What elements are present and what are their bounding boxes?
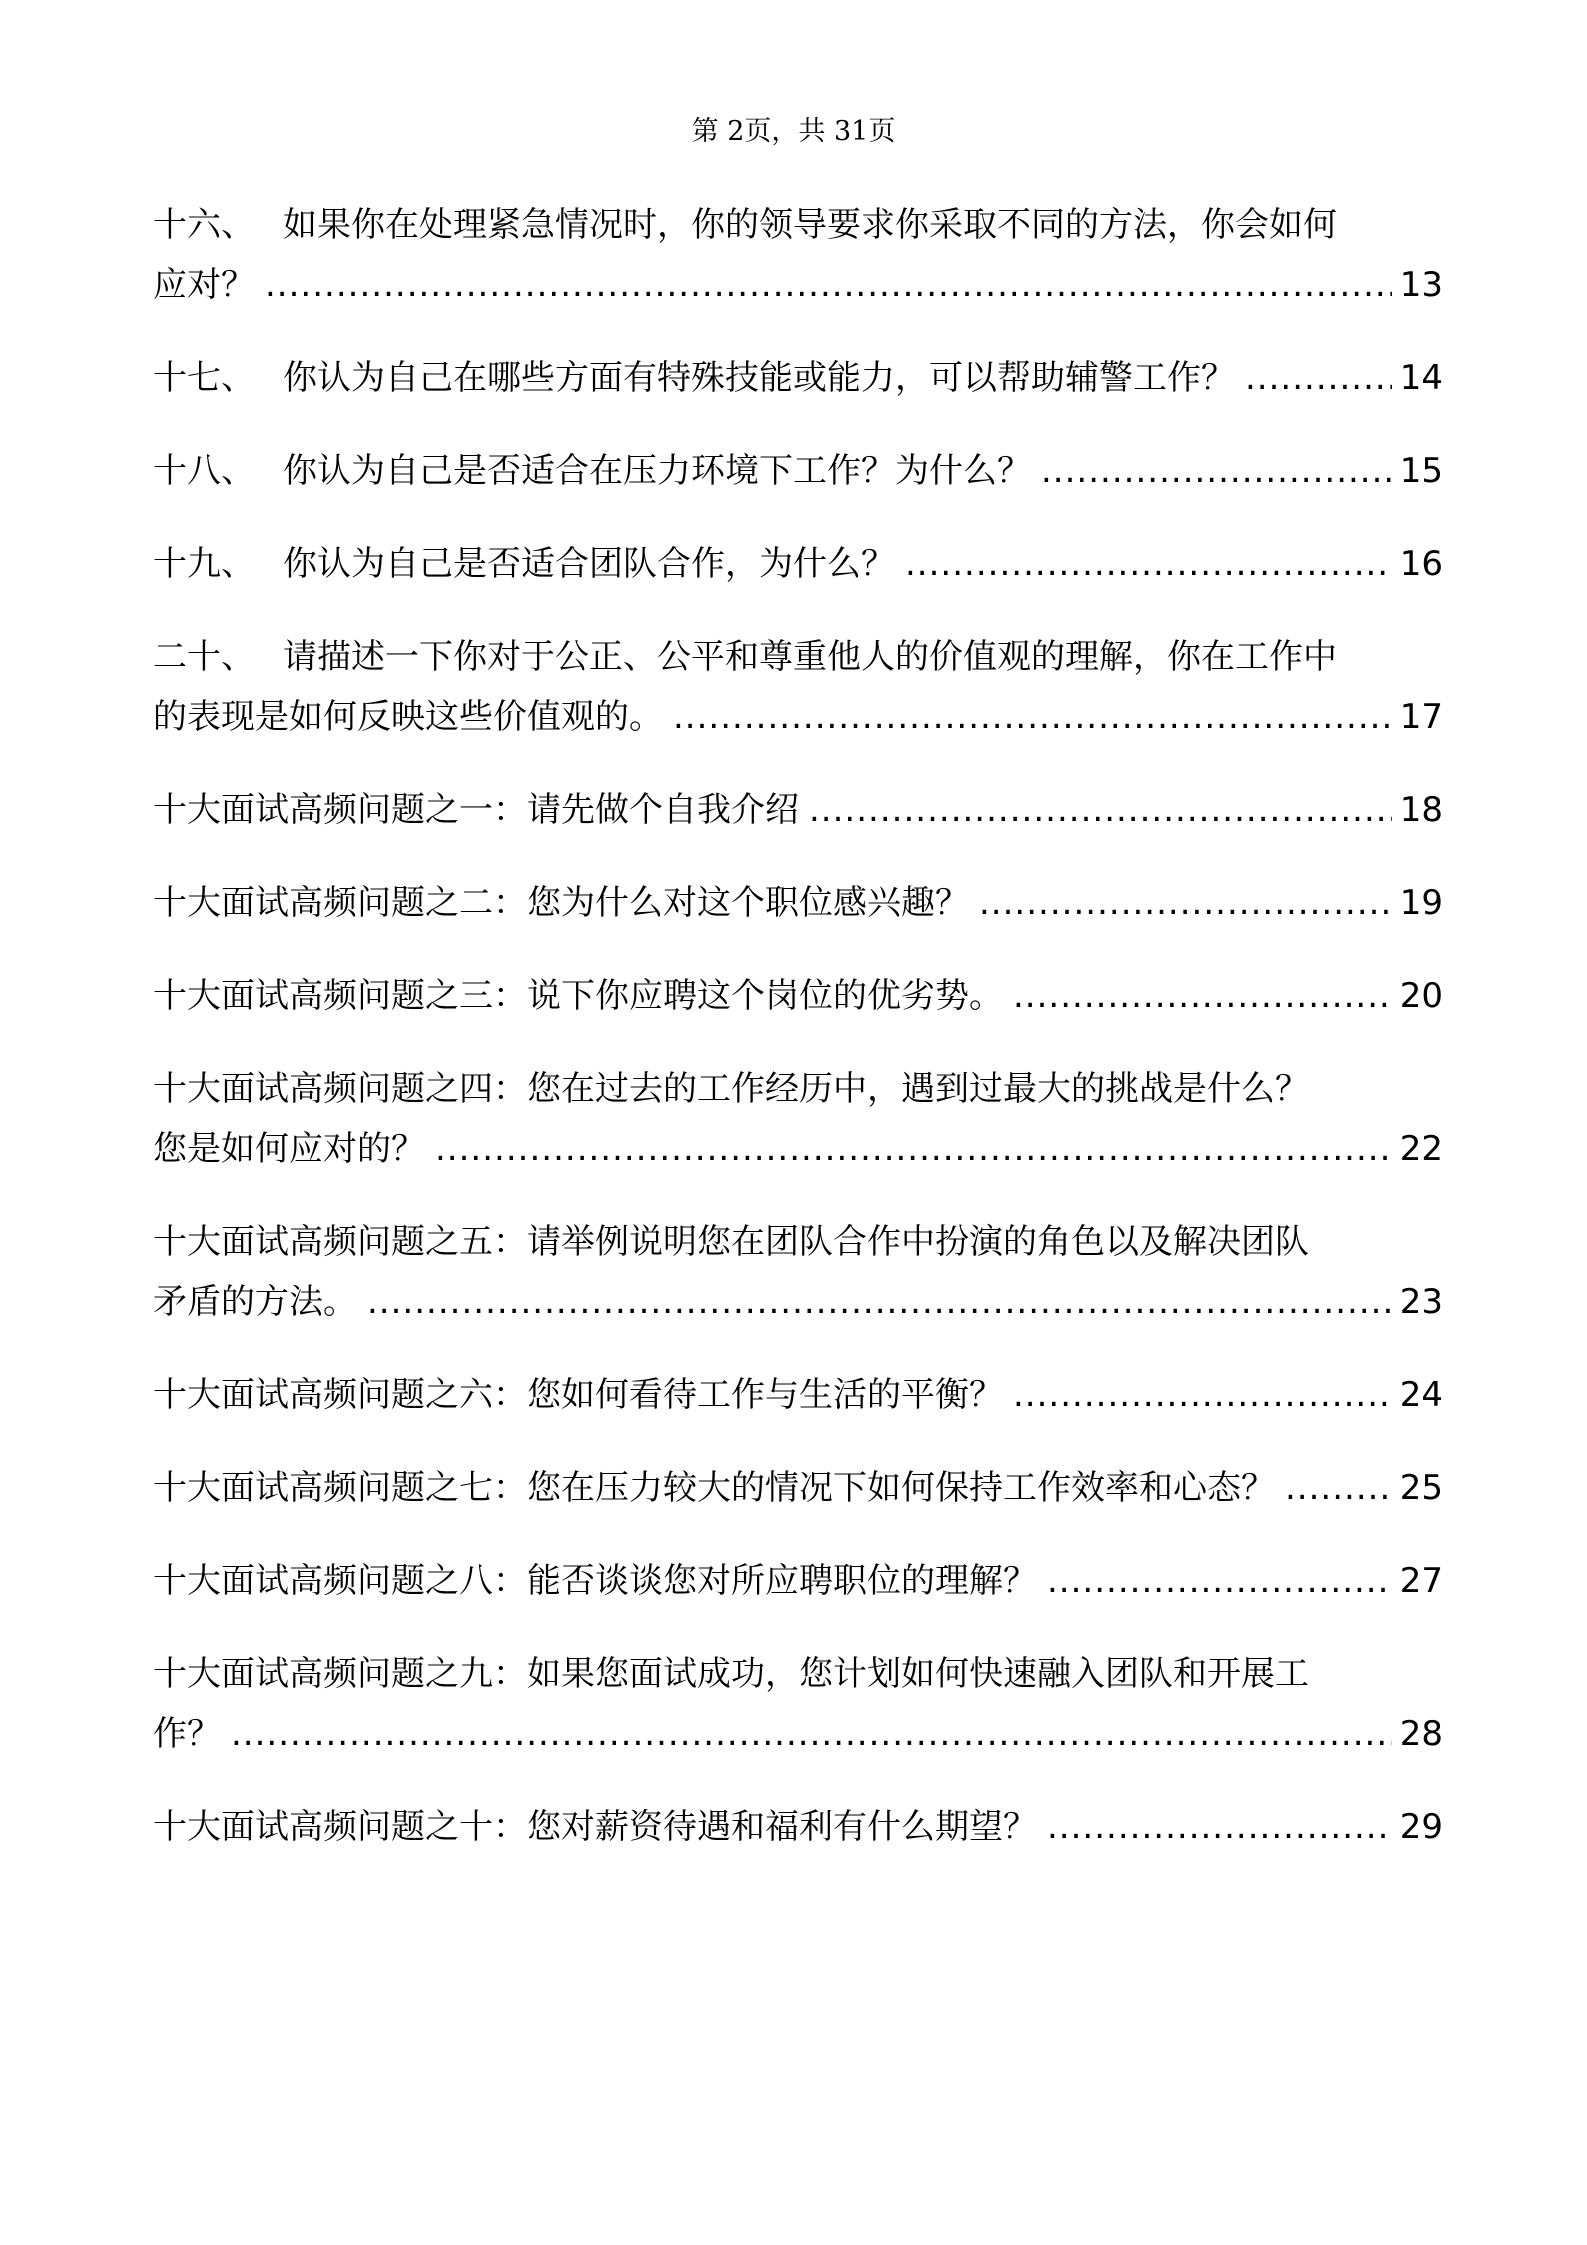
- toc-dot-leader: [1285, 1458, 1392, 1518]
- toc-line-1: [153, 627, 1443, 687]
- toc-line-2: [153, 687, 1443, 747]
- toc-title-continued: 您是如何应对的？: [153, 1129, 425, 1169]
- toc-title: 十大面试高频问题之九：如果您面试成功，您计划如何快速融入团队和开展工: [153, 1654, 1309, 1694]
- toc-title: 十大面试高频问题之六：您如何看待工作与生活的平衡？: [153, 1375, 1003, 1415]
- toc-dot-leader: [367, 1272, 1392, 1332]
- toc-entry-top10-10[interactable]: [153, 1797, 1443, 1857]
- toc-line-1: [153, 780, 1443, 840]
- toc-entry-16[interactable]: [153, 195, 1443, 315]
- toc-title: 十大面试高频问题之十：您对薪资待遇和福利有什么期望？: [153, 1807, 1037, 1847]
- toc-number: 十九、: [153, 544, 255, 584]
- toc-entry-top10-9[interactable]: [153, 1644, 1443, 1764]
- toc-line-2: [153, 1119, 1443, 1179]
- toc-entry-top10-2[interactable]: [153, 873, 1443, 933]
- toc-entry-top10-4[interactable]: [153, 1059, 1443, 1179]
- toc-line-1: [153, 348, 1443, 408]
- toc-page-number[interactable]: 15: [1399, 451, 1443, 491]
- toc-number: 二十、: [153, 637, 255, 677]
- toc-page-number[interactable]: 25: [1399, 1468, 1443, 1508]
- toc-page-number[interactable]: 20: [1399, 976, 1443, 1016]
- toc-dot-leader: [1013, 966, 1392, 1026]
- toc-page-number[interactable]: 18: [1399, 790, 1443, 830]
- toc-page-number[interactable]: 28: [1399, 1714, 1443, 1754]
- toc-dot-leader: [905, 534, 1392, 594]
- toc-entry-top10-8[interactable]: [153, 1551, 1443, 1611]
- toc-entry-17[interactable]: [153, 348, 1443, 408]
- toc-title-continued: 的表现是如何反映这些价值观的。: [153, 697, 663, 737]
- toc-dot-leader: [673, 687, 1392, 747]
- toc-line-1: [153, 1212, 1443, 1272]
- page-indicator: 第 2页，共 31页: [691, 116, 896, 147]
- toc-dot-leader: [1013, 1365, 1392, 1425]
- toc-line-2: [153, 1704, 1443, 1764]
- toc-title-continued: 矛盾的方法。: [153, 1282, 357, 1322]
- toc-entry-top10-7[interactable]: [153, 1458, 1443, 1518]
- toc-dot-leader: [1041, 441, 1392, 501]
- toc-entry-top10-5[interactable]: [153, 1212, 1443, 1332]
- toc-title: 你认为自己是否适合在压力环境下工作？为什么？: [283, 451, 1031, 491]
- toc-page-number[interactable]: 16: [1399, 544, 1443, 584]
- toc-title: 你认为自己是否适合团队合作，为什么？: [283, 544, 895, 584]
- toc-entry-top10-3[interactable]: [153, 966, 1443, 1026]
- toc-line-1: [153, 1797, 1443, 1857]
- toc-page-number[interactable]: 13: [1399, 265, 1443, 305]
- toc-line-1: [153, 534, 1443, 594]
- toc-title: 十大面试高频问题之一：请先做个自我介绍: [153, 790, 799, 830]
- toc-page-number[interactable]: 29: [1399, 1807, 1443, 1847]
- toc-title-continued: 作？: [153, 1714, 221, 1754]
- toc-entry-19[interactable]: [153, 534, 1443, 594]
- toc-entry-20[interactable]: [153, 627, 1443, 747]
- toc-page-number[interactable]: 24: [1399, 1375, 1443, 1415]
- toc-page-number[interactable]: 22: [1399, 1129, 1443, 1169]
- toc-line-1: [153, 1365, 1443, 1425]
- toc-line-1: [153, 1458, 1443, 1518]
- toc-line-1: [153, 1551, 1443, 1611]
- toc-title: 十大面试高频问题之三：说下你应聘这个岗位的优劣势。: [153, 976, 1003, 1016]
- toc-title: 请描述一下你对于公正、公平和尊重他人的价值观的理解，你在工作中: [283, 637, 1337, 677]
- toc-dot-leader: [435, 1119, 1392, 1179]
- toc-dot-leader: [809, 780, 1392, 840]
- toc-dot-leader: [1047, 1797, 1392, 1857]
- toc-number: 十七、: [153, 358, 255, 398]
- toc-page-number[interactable]: 19: [1399, 883, 1443, 923]
- toc-dot-leader: [1245, 348, 1392, 408]
- toc-line-1: [153, 441, 1443, 501]
- toc-dot-leader: [265, 255, 1392, 315]
- toc-title: 十大面试高频问题之七：您在压力较大的情况下如何保持工作效率和心态？: [153, 1468, 1275, 1508]
- toc-line-1: [153, 873, 1443, 933]
- toc-dot-leader: [979, 873, 1392, 933]
- toc-title: 如果你在处理紧急情况时，你的领导要求你采取不同的方法，你会如何: [283, 205, 1337, 245]
- toc-entry-top10-6[interactable]: [153, 1365, 1443, 1425]
- toc-number: 十六、: [153, 205, 255, 245]
- toc-title: 十大面试高频问题之二：您为什么对这个职位感兴趣？: [153, 883, 969, 923]
- toc-title-continued: 应对？: [153, 265, 255, 305]
- table-of-contents: [153, 195, 1443, 1890]
- toc-page-number[interactable]: 17: [1399, 697, 1443, 737]
- toc-title: 十大面试高频问题之四：您在过去的工作经历中，遇到过最大的挑战是什么？: [153, 1069, 1309, 1109]
- toc-dot-leader: [1047, 1551, 1392, 1611]
- toc-line-1: [153, 966, 1443, 1026]
- toc-title: 十大面试高频问题之八：能否谈谈您对所应聘职位的理解？: [153, 1561, 1037, 1601]
- toc-entry-top10-1[interactable]: [153, 780, 1443, 840]
- toc-page-number[interactable]: 14: [1399, 358, 1443, 398]
- toc-page-number[interactable]: 27: [1399, 1561, 1443, 1601]
- toc-line-1: [153, 195, 1443, 255]
- toc-line-1: [153, 1644, 1443, 1704]
- toc-entry-18[interactable]: [153, 441, 1443, 501]
- toc-number: 十八、: [153, 451, 255, 491]
- toc-line-1: [153, 1059, 1443, 1119]
- toc-line-2: [153, 1272, 1443, 1332]
- toc-title: 十大面试高频问题之五：请举例说明您在团队合作中扮演的角色以及解决团队: [153, 1222, 1309, 1262]
- toc-dot-leader: [231, 1704, 1392, 1764]
- toc-page-number[interactable]: 23: [1399, 1282, 1443, 1322]
- toc-title: 你认为自己在哪些方面有特殊技能或能力，可以帮助辅警工作？: [283, 358, 1235, 398]
- toc-line-2: [153, 255, 1443, 315]
